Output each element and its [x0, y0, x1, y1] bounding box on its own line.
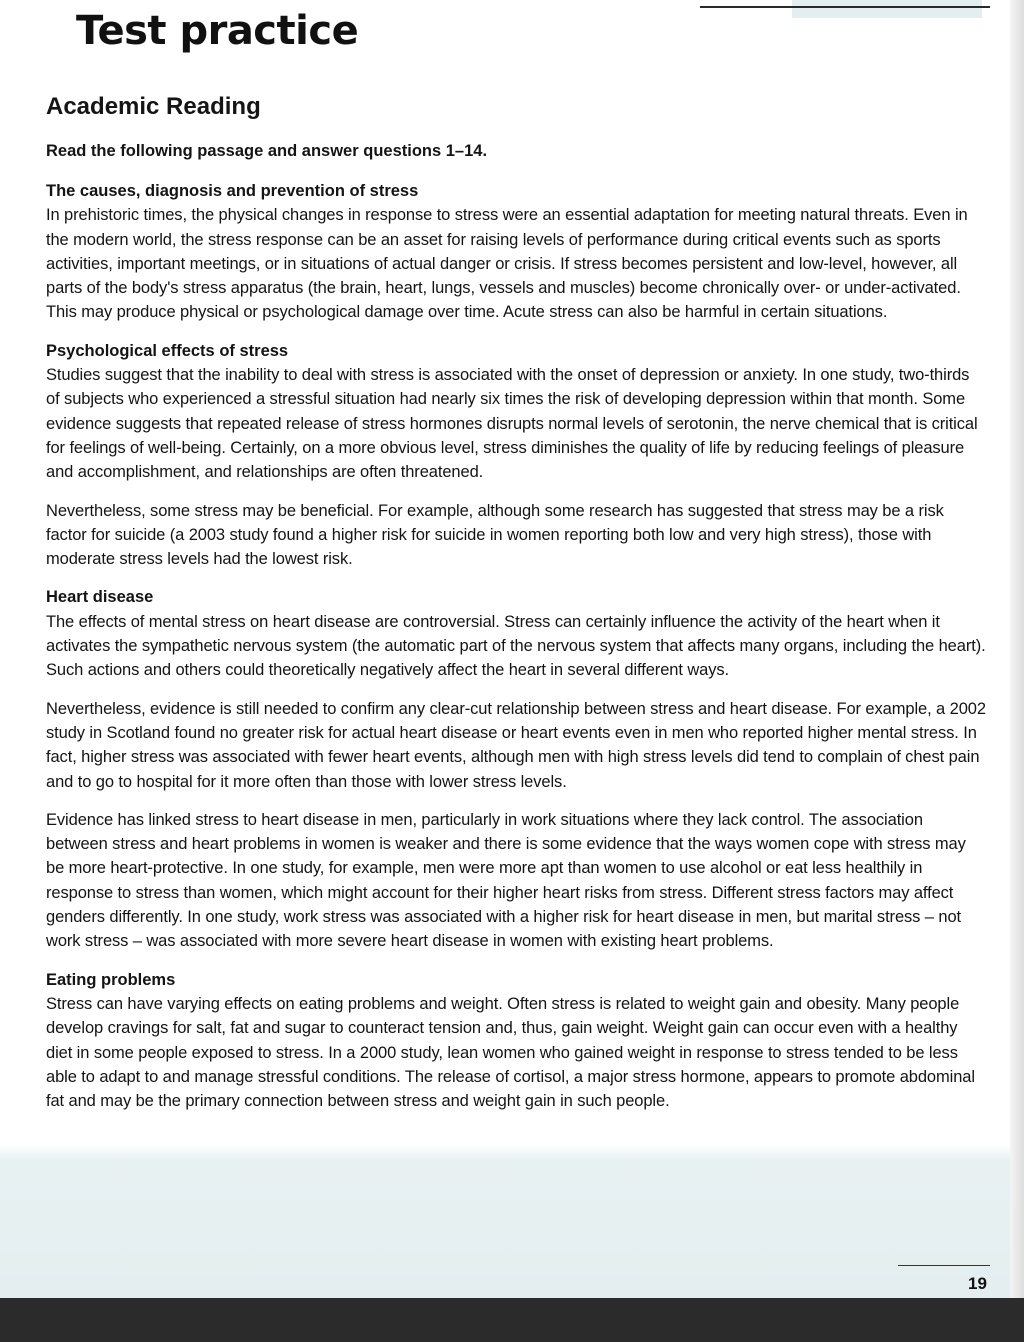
page-number: 19 [968, 1274, 987, 1293]
instruction-text: Read the following passage and answer questions 1–14. [46, 142, 488, 160]
section-heading-eating: Eating problems [46, 970, 176, 989]
section-heading-heart: Heart disease [46, 588, 154, 607]
header-tab-decoration [792, 0, 982, 18]
paragraph: Nevertheless, some stress may be beneficial. For example, although some research has suggested that stress may be a risk factor for suicide (a 2003 study found a higher risk for suicide in women reporting both low and very high stress), those with moderate stress levels had the lowest risk. [46, 501, 944, 569]
passage-section-heart [46, 585, 986, 953]
passage-section-psychological [46, 339, 986, 572]
paragraph: Studies suggest that the inability to deal with stress is associated with the onset of depression or anxiety. In one study, two-thirds of subjects who experienced a stressful situation had nearly six times the risk of developing depression within that month. Some evidence suggests that repeated release of stress hormones disrupts normal levels of serotonin, the nerve chemical that is critical for feelings of well-being. Certainly, on a more obvious level, stress diminishes the quality of life by reducing feelings of pleasure and accomplishment, and relationships are often threatened. [46, 366, 978, 482]
passage-section-eating [46, 968, 986, 1114]
paragraph: Nevertheless, evidence is still needed to confirm any clear-cut relationship between stress and heart disease. For example, a 2002 study in Scotland found no greater risk for actual heart disease or heart events even in men who reported higher mental stress. In fact, higher stress was associated with fewer heart events, although men with high stress levels did tend to complain of chest pain and to go to hospital for it more often than those with lower stress levels. [46, 699, 986, 791]
passage-section-intro [46, 179, 986, 325]
section-title: Academic Reading [46, 93, 261, 120]
page-title: Test practice [76, 8, 359, 54]
paragraph: Evidence has linked stress to heart disease in men, particularly in work situations where they lack control. The association between stress and heart problems in women is weaker and there is some evidence that the ways women cope with stress may be more heart-protective. In one study, for example, men were more apt than women to use alcohol or eat less healthily in response to stress than women, which might account for their higher heart risks from stress. Different stress factors may affect genders differently. In one study, work stress was associated with a higher risk for heart disease in men, but marital stress – not work stress – was associated with more severe heart disease in women with existing heart problems. [46, 810, 966, 951]
page-edge-shadow [1010, 0, 1024, 1298]
footer-rule [898, 1265, 990, 1266]
reading-passage [46, 179, 986, 1113]
section-heading-psychological: Psychological effects of stress [46, 341, 289, 360]
paragraph: The effects of mental stress on heart disease are controversial. Stress can certainly influence the activity of the heart when it activates the sympathetic nervous system (the automatic part of the nervous system that affects many organs, including the heart). Such actions and others could theoretically negatively affect the heart in several different ways. [46, 612, 986, 680]
passage-heading: The causes, diagnosis and prevention of stress [46, 182, 419, 200]
paragraph: In prehistoric times, the physical changes in response to stress were an essential adaptation for meeting natural threats. Even in the modern world, the stress response can be an asset for raising levels of performance during critical events such as sports activities, important meetings, or in situations of actual danger or crisis. If stress becomes persistent and low-level, however, all parts of the body's stress apparatus (the brain, heart, lungs, vessels and muscles) become chronically over- or under-activated. This may produce physical or psychological damage over time. Acute stress can also be harmful in certain situations. [46, 206, 968, 322]
viewer-bottom-bar [0, 1298, 1024, 1342]
header-rule [700, 6, 990, 8]
paragraph: Stress can have varying effects on eating problems and weight. Often stress is related to weight gain and obesity. Many people develop cravings for salt, fat and sugar to counteract tension and, thus, gain weight. Weight gain can occur even with a healthy diet in some people exposed to stress. In a 2000 study, lean women who gained weight in response to stress tended to be less able to adapt to and manage stressful conditions. The release of cortisol, a major stress hormone, appears to promote abdominal fat and may be the primary connection between stress and weight gain in such people. [46, 994, 975, 1111]
